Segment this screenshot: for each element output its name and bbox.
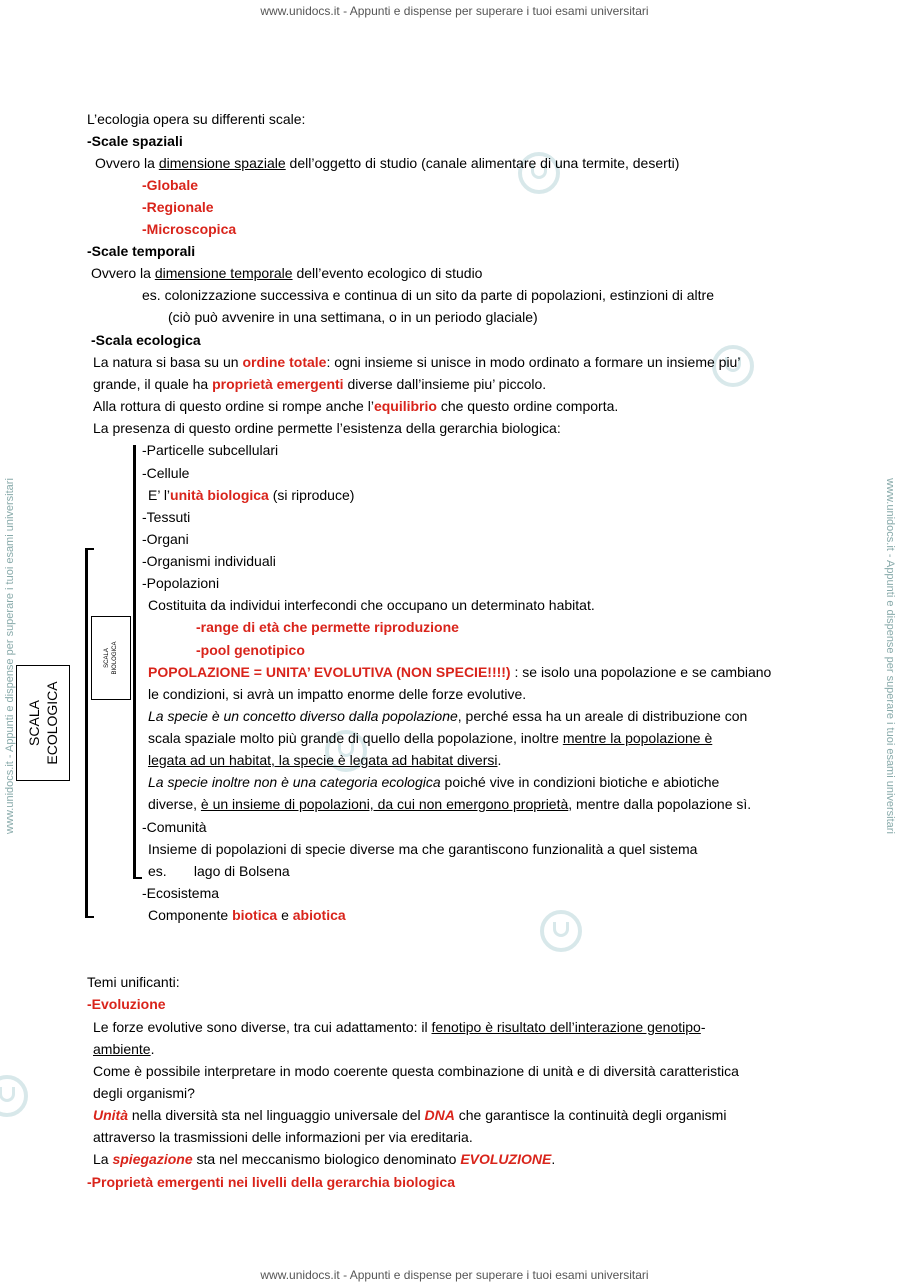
text-line: legata ad un habitat, la specie è legata ad habitat diversi. xyxy=(148,752,502,768)
scala-ecologica-bracket xyxy=(85,548,94,918)
text-line: degli organismi? xyxy=(93,1085,195,1101)
text-line: Come è possibile interpretare in modo coerente questa combinazione di unità e di diversità caratteristica xyxy=(93,1063,739,1079)
watermark-side-left: www.unidocs.it - Appunti e dispense per superare i tuoi esami universitari xyxy=(4,478,16,834)
text-line: attraverso la trasmissioni delle informazioni per via ereditaria. xyxy=(93,1129,473,1145)
scala-biologica-bracket xyxy=(133,445,142,879)
text-line: La presenza di questo ordine permette l’esistenza della gerarchia biologica: xyxy=(93,420,561,436)
list-item: -Ecosistema xyxy=(142,885,220,901)
watermark-top: www.unidocs.it - Appunti e dispense per superare i tuoi esami universitari xyxy=(260,4,649,18)
text-line: POPOLAZIONE = UNITA’ EVOLUTIVA (NON SPECIE!!!!) : se isolo una popolazione e se cambiano xyxy=(148,664,772,680)
list-item: -Organismi individuali xyxy=(142,553,276,569)
heading-proprieta-emergenti: -Proprietà emergenti nei livelli della gerarchia biologica xyxy=(87,1174,456,1190)
text-line: grande, il quale ha proprietà emergenti diverse dall’insieme piu’ piccolo. xyxy=(93,376,547,392)
scala-ecologica-label: SCALA ECOLOGICA xyxy=(26,681,60,765)
text-line: Alla rottura di questo ordine si rompe anche l’equilibrio che questo ordine comporta. xyxy=(93,398,619,414)
text-line: es. lago di Bolsena xyxy=(148,863,290,879)
text-line: La specie inoltre non è una categoria ecologica poiché vive in condizioni biotiche e abiotiche xyxy=(148,774,720,790)
list-item: -Tessuti xyxy=(142,509,191,525)
text-line: La specie è un concetto diverso dalla popolazione, perché essa ha un areale di distribuzione con xyxy=(148,708,748,724)
text-line: diverse, è un insieme di popolazioni, da cui non emergono proprietà, mentre dalla popolazione sì. xyxy=(148,796,752,812)
text-line: ambiente. xyxy=(93,1041,155,1057)
list-item: -Regionale xyxy=(142,199,214,215)
watermark-bottom: www.unidocs.it - Appunti e dispense per superare i tuoi esami universitari xyxy=(260,1268,649,1282)
heading-evoluzione: -Evoluzione xyxy=(87,996,166,1012)
list-item: -range di età che permette riproduzione xyxy=(196,619,459,635)
text-line: Unità nella diversità sta nel linguaggio universale del DNA che garantisce la continuità degli organismi xyxy=(93,1107,727,1123)
heading-scale-spaziali: -Scale spaziali xyxy=(87,133,183,149)
text-line: Componente biotica e abiotica xyxy=(148,907,346,923)
scala-biologica-label: SCALA BIOLOGICA xyxy=(104,641,118,675)
heading-scale-temporali: -Scale temporali xyxy=(87,243,196,259)
list-item: -pool genotipico xyxy=(196,642,305,658)
text-line: le condizioni, si avrà un impatto enorme delle forze evolutive. xyxy=(148,686,527,702)
watermark-logo-icon xyxy=(540,910,582,952)
text-line: E’ l’unità biologica (si riproduce) xyxy=(148,487,355,503)
text-line: es. colonizzazione successiva e continua di un sito da parte di popolazioni, estinzioni di altre xyxy=(142,287,715,303)
watermark-logo-icon xyxy=(0,1075,28,1117)
scala-biologica-box xyxy=(91,616,131,700)
heading-scala-ecologica: -Scala ecologica xyxy=(91,332,201,348)
text-line: La spiegazione sta nel meccanismo biologico denominato EVOLUZIONE. xyxy=(93,1151,556,1167)
text-line: Costituita da individui interfecondi che occupano un determinato habitat. xyxy=(148,597,595,613)
text-line: L’ecologia opera su differenti scale: xyxy=(87,111,306,127)
list-item: -Microscopica xyxy=(142,221,237,237)
text-line: Insieme di popolazioni di specie diverse ma che garantiscono funzionalità a quel sistema xyxy=(148,841,698,857)
text-line: Ovvero la dimensione temporale dell’evento ecologico di studio xyxy=(91,265,483,281)
text-line: Ovvero la dimensione spaziale dell’oggetto di studio (canale alimentare di una termite, deserti) xyxy=(95,155,680,171)
list-item: -Popolazioni xyxy=(142,575,220,591)
list-item: -Organi xyxy=(142,531,189,547)
list-item: -Comunità xyxy=(142,819,207,835)
watermark-side-right: www.unidocs.it - Appunti e dispense per superare i tuoi esami universitari xyxy=(884,478,896,834)
scala-ecologica-box xyxy=(16,665,70,781)
text-line: (ciò può avvenire in una settimana, o in un periodo glaciale) xyxy=(168,309,538,325)
text-line: La natura si basa su un ordine totale: ogni insieme si unisce in modo ordinato a formare un insieme piu’ xyxy=(93,354,741,370)
heading-temi-unificanti: Temi unificanti: xyxy=(87,974,180,990)
text-line: Le forze evolutive sono diverse, tra cui adattamento: il fenotipo è risultato dell’interazione genotipo- xyxy=(93,1019,706,1035)
list-item: -Globale xyxy=(142,177,199,193)
list-item: -Particelle subcellulari xyxy=(142,442,279,458)
text-line: scala spaziale molto più grande di quello della popolazione, inoltre mentre la popolazione è xyxy=(148,730,713,746)
list-item: -Cellule xyxy=(142,465,190,481)
